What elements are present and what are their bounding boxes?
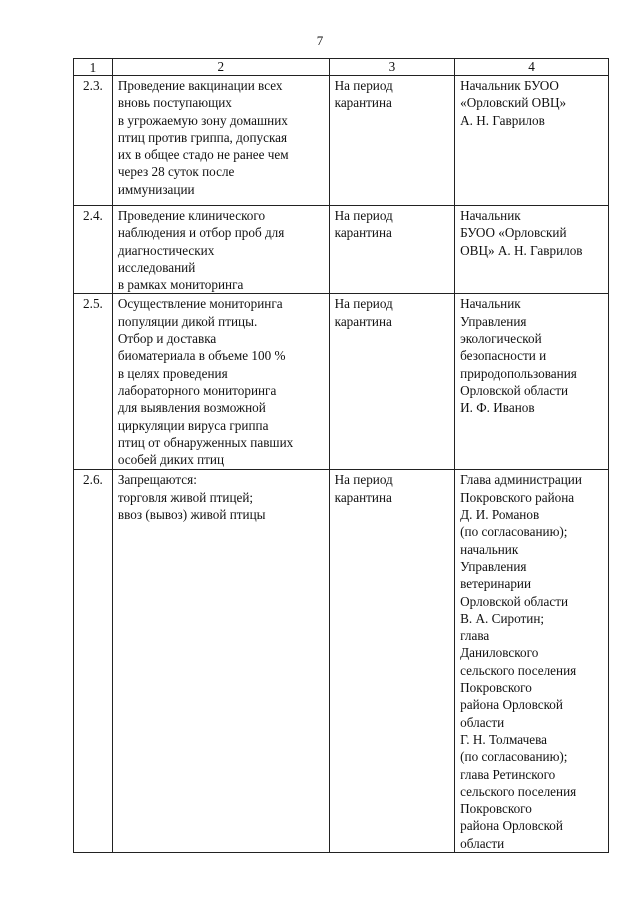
activity-line: биоматериала в объеме 100 % [117, 348, 286, 364]
column-header-3: 3 [329, 59, 455, 76]
responsible-cell [455, 470, 609, 853]
responsible-line: (по согласованию); [460, 524, 568, 540]
activity-line: иммунизации [117, 181, 195, 197]
table-row [74, 470, 609, 853]
responsible-cell [455, 294, 609, 470]
responsible-line: безопасности и [460, 348, 547, 364]
responsible-line: района Орловской [460, 818, 563, 834]
activity-line: птиц от обнаруженных павших [117, 434, 294, 450]
activity-line: в рамках мониторинга [117, 277, 244, 293]
table-body [74, 76, 609, 853]
activity-cell [112, 206, 329, 294]
responsible-line: И. Ф. Иванов [460, 400, 535, 416]
column-header-4: 4 [455, 59, 609, 76]
responsible-line: сельского поселения [460, 662, 577, 678]
activity-line: циркуляции вируса гриппа [117, 417, 269, 433]
responsible-line: сельского поселения [460, 783, 577, 799]
activity-line: через 28 суток после [117, 164, 235, 180]
activity-line: ввоз (вывоз) живой птицы [117, 507, 266, 523]
activity-line: их в общее стадо не ранее чем [117, 147, 289, 163]
responsible-line: начальник [460, 541, 519, 557]
responsible-line: ОВЦ» А. Н. Гаврилов [460, 242, 583, 258]
activity-line: вновь поступающих [117, 95, 232, 111]
row-number-cell: 2.4. [74, 206, 113, 294]
activity-line: Проведение клинического [117, 208, 266, 223]
period-cell [329, 470, 455, 853]
activity-line: Проведение вакцинации всех [117, 78, 283, 93]
period-line: карантина [334, 313, 392, 329]
activity-cell [112, 294, 329, 470]
responsible-line: глава [460, 628, 490, 644]
table-row [74, 76, 609, 206]
responsible-line: Управления [460, 313, 527, 329]
responsible-line: экологической [460, 331, 542, 347]
responsible-line: «Орловский ОВЦ» [460, 95, 567, 111]
activity-line: наблюдения и отбор проб для [117, 225, 285, 241]
responsible-line: БУОО «Орловский [460, 225, 567, 241]
responsible-line: природопользования [460, 365, 577, 381]
responsible-line: Покровского района [460, 489, 575, 505]
responsible-line: (по согласованию); [460, 749, 568, 765]
activity-line: особей диких птиц [117, 452, 225, 468]
column-header-2: 2 [112, 59, 329, 76]
responsible-line: Глава администрации [460, 472, 582, 488]
responsible-line: Орловской области [460, 382, 569, 398]
responsible-line: Начальник БУОО [460, 78, 559, 93]
period-line: На период [334, 472, 393, 488]
responsible-line: Даниловского [460, 645, 539, 661]
row-number-cell: 2.6. [74, 470, 113, 853]
activity-line: птиц против гриппа, допуская [117, 129, 288, 145]
table-row [74, 294, 609, 470]
page-number: 7 [316, 33, 324, 48]
activity-line: лабораторного мониторинга [117, 382, 277, 398]
responsible-line: А. Н. Гаврилов [460, 112, 545, 128]
period-line: На период [334, 296, 393, 312]
activity-line: в целях проведения [117, 365, 228, 381]
activity-line: торговля живой птицей; [117, 489, 254, 505]
table-row [74, 206, 609, 294]
responsible-line: Покровского [460, 801, 532, 817]
responsible-line: Управления [460, 558, 527, 574]
header-row [74, 59, 609, 76]
period-line: На период [334, 208, 393, 223]
row-number-cell: 2.5. [74, 294, 113, 470]
period-cell [329, 206, 455, 294]
responsible-line: области [460, 714, 505, 730]
period-line: карантина [334, 95, 392, 111]
period-line: карантина [334, 225, 392, 241]
period-line: карантина [334, 489, 392, 505]
activity-line: Отбор и доставка [117, 331, 217, 347]
responsible-line: Начальник [460, 208, 521, 223]
responsible-line: ветеринарии [460, 576, 532, 592]
responsible-line: Начальник [460, 296, 521, 312]
activity-line: в угрожаемую зону домашних [117, 112, 288, 128]
responsible-cell [455, 206, 609, 294]
activity-cell [112, 76, 329, 206]
row-number-cell: 2.3. [74, 76, 113, 206]
period-cell [329, 76, 455, 206]
responsible-line: В. А. Сиротин; [460, 610, 545, 626]
column-header-1: 1 [74, 59, 113, 76]
responsible-line: района Орловской [460, 697, 563, 713]
activity-line: диагностических [117, 242, 215, 258]
responsible-line: глава Ретинского [460, 766, 556, 782]
responsible-line: Покровского [460, 680, 532, 696]
measures-table [73, 58, 609, 853]
activity-line: для выявления возможной [117, 400, 266, 416]
responsible-line: Г. Н. Толмачева [460, 731, 548, 747]
period-line: На период [334, 78, 393, 93]
responsible-line: Д. И. Романов [460, 507, 540, 523]
activity-line: Запрещаются: [117, 472, 197, 488]
activity-line: Осуществление мониторинга [117, 296, 283, 312]
period-cell [329, 294, 455, 470]
activity-cell [112, 470, 329, 853]
activity-line: исследований [117, 259, 196, 275]
responsible-line: области [460, 835, 505, 851]
responsible-cell [455, 76, 609, 206]
responsible-line: Орловской области [460, 593, 569, 609]
activity-line: популяции дикой птицы. [117, 313, 258, 329]
